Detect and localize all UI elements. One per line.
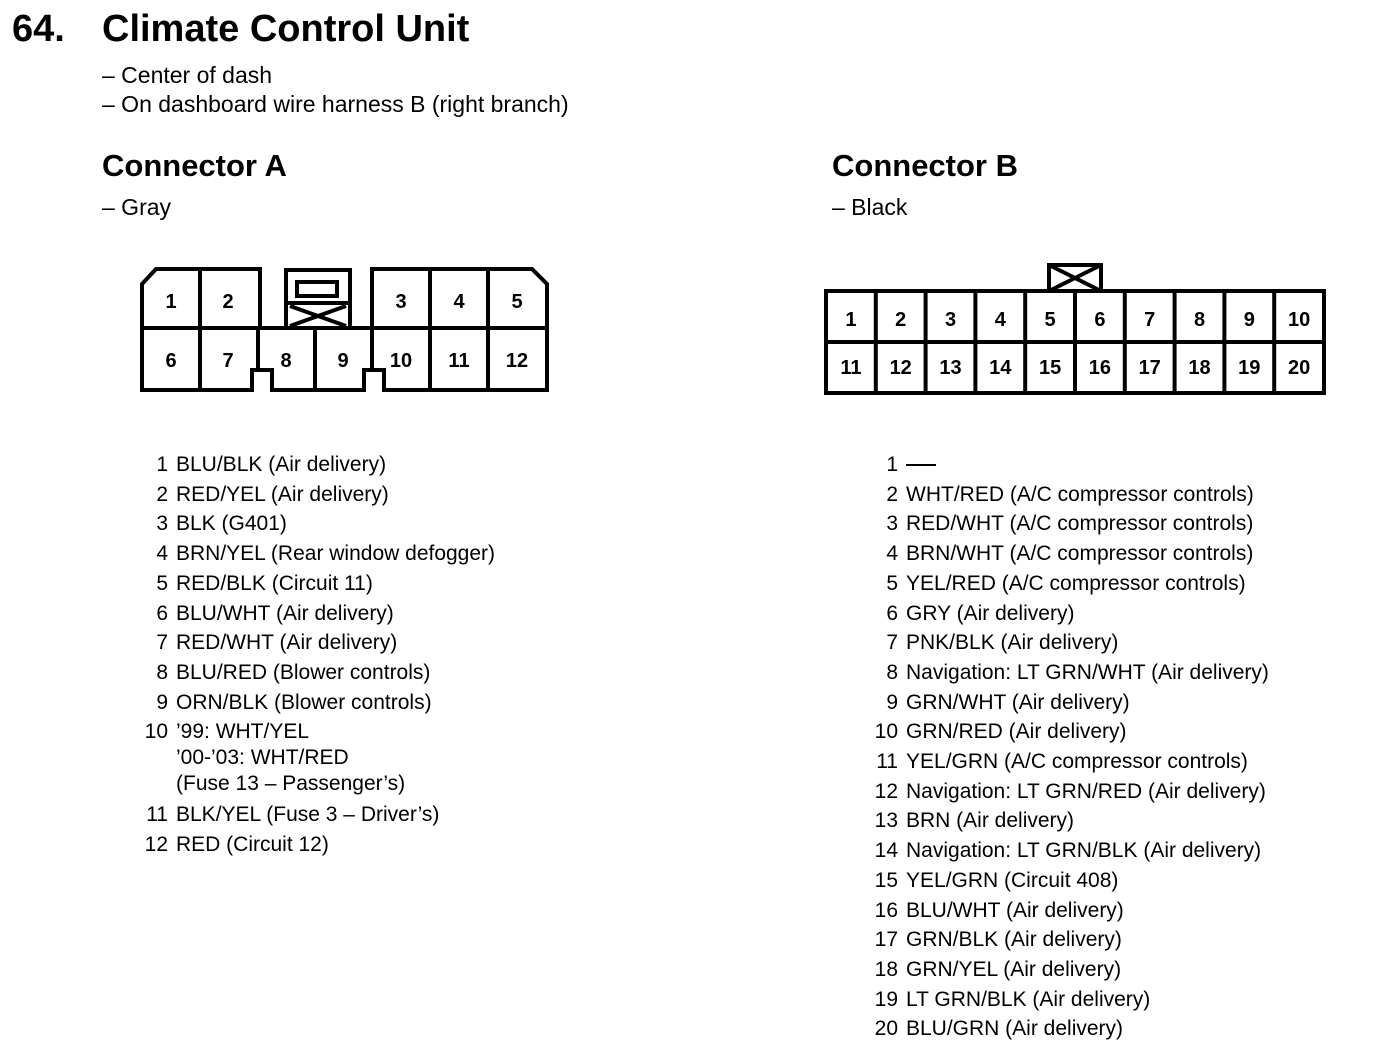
pin-number: 6 (886, 601, 898, 625)
pin-number: 1 (886, 453, 898, 476)
connector-a-cell-3: 3 (395, 291, 407, 313)
pin-description-line: ’00-’03: WHT/RED (176, 746, 349, 770)
connector-a-cell-2: 2 (222, 291, 234, 313)
pin-description: BLU/WHT (Air delivery) (906, 898, 1124, 922)
connector-a-color: – Gray (102, 194, 172, 220)
connector-a-cell-8: 8 (280, 350, 292, 372)
pin-description: WHT/RED (A/C compressor controls) (906, 482, 1254, 506)
pin-number: 15 (874, 868, 898, 892)
connector-b-cell-18: 18 (1188, 357, 1211, 379)
connector-b-cell-6: 6 (1094, 309, 1106, 331)
pin-description: ORN/BLK (Blower controls) (176, 690, 432, 714)
connector-b-pin-15 (872, 866, 1269, 896)
connector-b-cell-11: 11 (840, 357, 862, 379)
connector-b-pin-3 (872, 509, 1269, 539)
pin-description: BLK/YEL (Fuse 3 – Driver’s) (176, 803, 440, 827)
connector-a-pin-11 (142, 800, 495, 830)
pin-number: 13 (874, 809, 898, 833)
connector-a-cell-6: 6 (165, 350, 177, 372)
connector-b-pin-8 (872, 658, 1269, 688)
pin-description-line: (Fuse 13 – Passenger’s) (176, 772, 406, 796)
pin-description: BLU/BLK (Air delivery) (176, 453, 387, 476)
connector-b-pin-16 (872, 896, 1269, 926)
connector-b-title: Connector B (832, 148, 1018, 183)
pin-description: RED/YEL (Air delivery) (176, 482, 389, 506)
connector-b-pin-11 (872, 747, 1269, 777)
connector-b-cell-19: 19 (1238, 357, 1261, 379)
pin-number: 10 (144, 720, 168, 744)
connector-b-cell-8: 8 (1193, 309, 1206, 331)
pin-description: BLU/RED (Blower controls) (176, 660, 431, 684)
pin-number: 19 (874, 987, 898, 1011)
pin-number: 7 (886, 631, 898, 655)
pin-number: 8 (886, 660, 898, 684)
connector-b-pin-2 (872, 480, 1269, 510)
pin-number: 5 (886, 571, 898, 595)
pin-number: 2 (156, 482, 168, 506)
location-line-1: – Center of dash (102, 62, 273, 88)
connector-b-pin-5 (872, 569, 1269, 599)
connector-b-pin-17 (872, 925, 1269, 955)
connector-b-cell-16: 16 (1088, 357, 1112, 379)
pin-description: RED/WHT (A/C compressor controls) (906, 512, 1254, 536)
pin-number: 18 (874, 957, 898, 981)
connector-b-cell-9: 9 (1243, 309, 1255, 331)
page-title: Climate Control Unit (102, 8, 470, 50)
section-number: 64. (12, 8, 65, 50)
connector-b-pin-9 (872, 688, 1269, 718)
pin-number: 10 (874, 720, 898, 744)
connector-b-pin-10 (872, 717, 1269, 747)
pin-number: 1 (156, 453, 168, 476)
pin-number: 16 (874, 898, 898, 922)
connector-b-diagram (0, 0, 1376, 420)
connector-a-pin-2 (142, 480, 495, 510)
connector-b-cell-2: 2 (895, 309, 907, 331)
pin-number: 5 (156, 571, 168, 595)
pin-number: 20 (874, 1017, 898, 1041)
pin-number: 11 (146, 803, 168, 827)
connector-b-cell-20: 20 (1287, 357, 1311, 379)
pin-description: Navigation: LT GRN/BLK (Air delivery) (906, 839, 1262, 863)
pin-number: 3 (886, 512, 898, 536)
connector-b-cell-13: 13 (939, 357, 962, 379)
connector-a-pin-list (142, 450, 495, 860)
connector-a-pin-1 (142, 450, 495, 480)
pin-number: 14 (874, 839, 898, 863)
connector-b-cell-3: 3 (944, 309, 957, 331)
connector-a-pin-5 (142, 569, 495, 599)
connector-a-cell-4: 4 (453, 291, 465, 313)
connector-a-title: Connector A (102, 148, 287, 183)
connector-b-cell-7: 7 (1144, 309, 1156, 331)
connector-a-pin-12 (142, 830, 495, 860)
pin-description: LT GRN/BLK (Air delivery) (906, 987, 1151, 1011)
pin-description: BRN/WHT (A/C compressor controls) (906, 542, 1254, 566)
connector-a-pin-3 (142, 509, 495, 539)
connector-b-pin-20 (872, 1014, 1269, 1044)
pin-description: Navigation: LT GRN/RED (Air delivery) (906, 779, 1266, 803)
connector-b-pin-12 (872, 777, 1269, 807)
connector-b-pin-1 (872, 450, 1269, 480)
connector-a-cell-10: 10 (389, 350, 413, 372)
connector-b-cell-4: 4 (994, 309, 1006, 331)
pin-description: RED/WHT (Air delivery) (176, 631, 398, 655)
connector-b-pin-13 (872, 806, 1269, 836)
connector-b-pin-19 (872, 985, 1269, 1015)
pin-number: 6 (156, 601, 168, 625)
pin-description: YEL/RED (A/C compressor controls) (906, 571, 1246, 595)
pin-number: 9 (886, 690, 898, 714)
pin-description: PNK/BLK (Air delivery) (906, 631, 1119, 655)
pin-description: BLK (G401) (176, 512, 287, 536)
pin-description: GRN/WHT (Air delivery) (906, 690, 1130, 714)
connector-a-cell-12: 12 (505, 350, 529, 372)
pin-description: BLU/WHT (Air delivery) (176, 601, 394, 625)
connector-a-pin-8 (142, 658, 495, 688)
pin-number: 7 (156, 631, 168, 655)
connector-b-pin-6 (872, 599, 1269, 629)
pin-description: YEL/GRN (Circuit 408) (906, 868, 1119, 892)
pin-description: GRN/YEL (Air delivery) (906, 957, 1122, 981)
connector-b-latch (1049, 265, 1101, 291)
pin-number: 9 (156, 690, 168, 714)
pin-number: 17 (874, 928, 898, 952)
connector-a-pin-6 (142, 599, 495, 629)
pin-number: 2 (886, 482, 898, 506)
connector-b-pin-4 (872, 539, 1269, 569)
connector-a-pin-10 (142, 719, 495, 797)
connector-a-pin-7 (142, 628, 495, 658)
connector-a-cell-7: 7 (222, 350, 234, 372)
pin-description: GRN/RED (Air delivery) (906, 720, 1127, 744)
pin-number: 4 (886, 542, 898, 566)
pin-description: Navigation: LT GRN/WHT (Air delivery) (906, 660, 1269, 684)
pin-description: BRN/YEL (Rear window defogger) (176, 542, 496, 566)
connector-b-cell-14: 14 (989, 357, 1012, 379)
connector-b-pin-7 (872, 628, 1269, 658)
pin-description: RED (Circuit 12) (176, 833, 329, 857)
connector-b-pin-14 (872, 836, 1269, 866)
pin-number: 11 (876, 750, 898, 774)
connector-a-pin-4 (142, 539, 495, 569)
connector-b-cell-10: 10 (1287, 309, 1311, 331)
pin-description: RED/BLK (Circuit 11) (176, 571, 373, 595)
pin-number: 8 (156, 660, 168, 684)
connector-b-cell-5: 5 (1044, 309, 1056, 331)
pin-number: 12 (144, 833, 168, 857)
pin-number: 12 (874, 779, 898, 803)
connector-b-cell-1: 1 (845, 309, 857, 331)
pin-description: GRY (Air delivery) (906, 601, 1075, 625)
pin-description: BRN (Air delivery) (906, 809, 1075, 833)
connector-b-pin-18 (872, 955, 1269, 985)
connector-a-cell-5: 5 (511, 291, 523, 313)
pin-number: 3 (156, 512, 168, 536)
connector-a-cell-9: 9 (337, 350, 349, 372)
connector-a-pin-9 (142, 688, 495, 718)
pin-unused-dash (906, 450, 1269, 480)
connector-b-color: – Black (832, 194, 908, 220)
connector-a-cell-11: 11 (448, 350, 470, 372)
pin-description: YEL/GRN (A/C compressor controls) (906, 750, 1248, 774)
pin-description: GRN/BLK (Air delivery) (906, 928, 1122, 952)
connector-b-cell-17: 17 (1138, 357, 1161, 379)
connector-b-cell-15: 15 (1038, 357, 1062, 379)
connector-a-cell-1: 1 (165, 291, 177, 313)
location-line-2: – On dashboard wire harness B (right branch) (102, 91, 569, 117)
pin-description: BLU/GRN (Air delivery) (906, 1017, 1124, 1041)
pin-number: 4 (156, 542, 168, 566)
connector-b-cell-12: 12 (889, 357, 912, 379)
connector-b-pin-list (872, 450, 1269, 1044)
pin-description-line: ’99: WHT/YEL (176, 720, 310, 744)
